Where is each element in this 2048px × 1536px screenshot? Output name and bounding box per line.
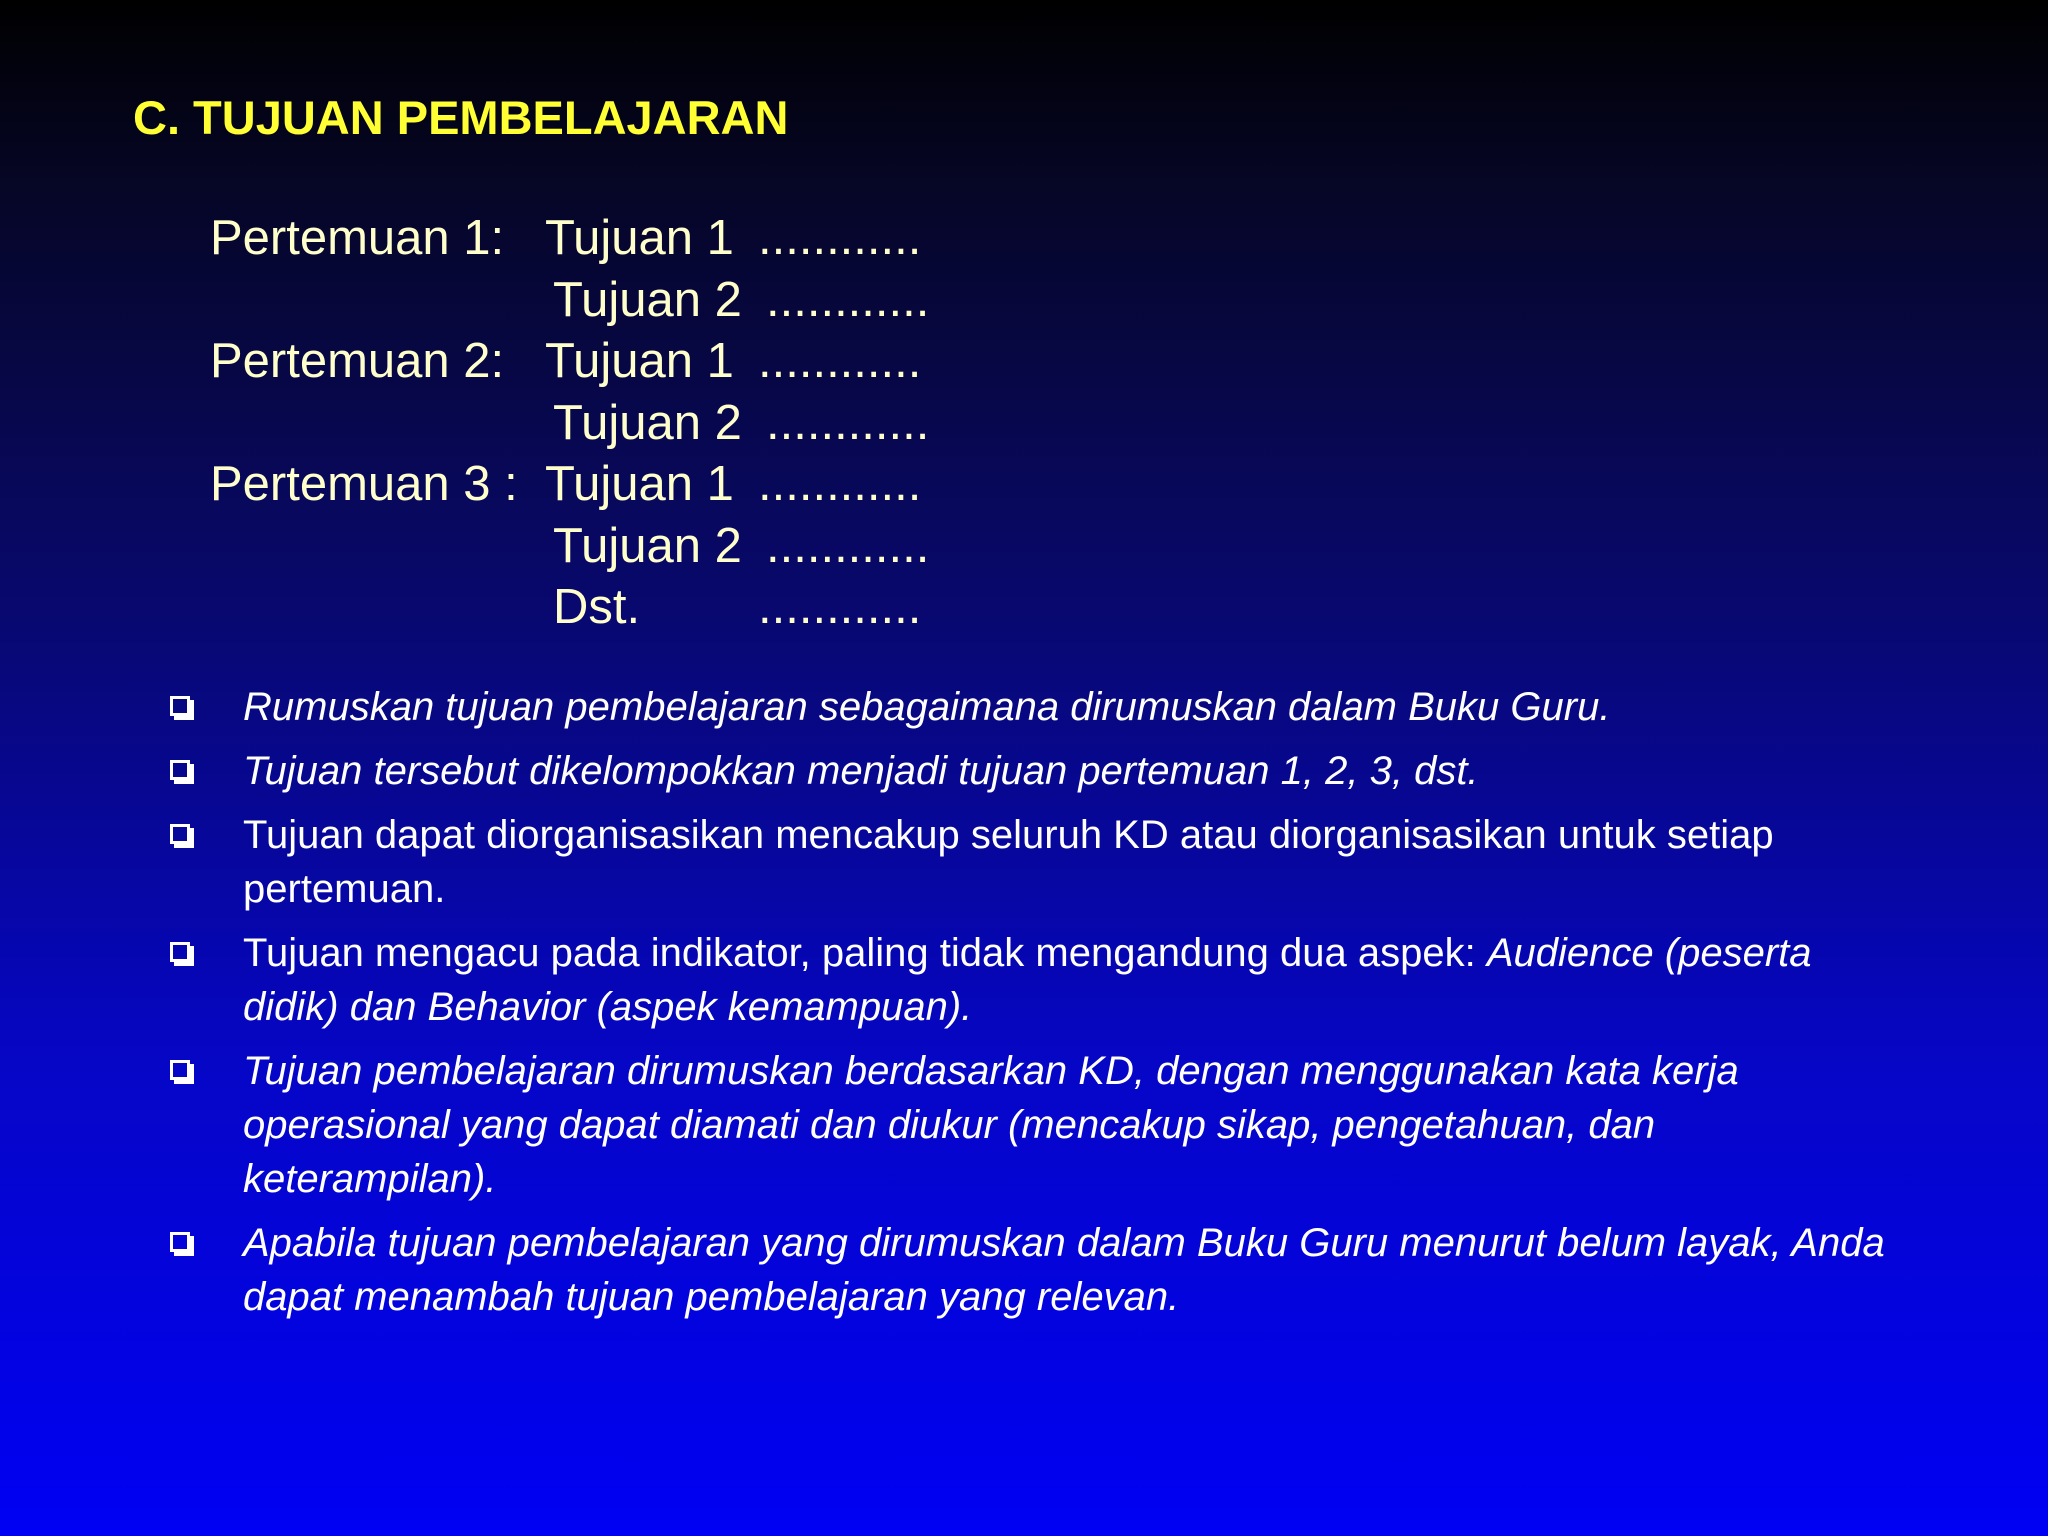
checkbox-outline-icon: [170, 1232, 190, 1252]
meeting-label: Pertemuan 3 :: [210, 457, 518, 511]
goal-label: Tujuan 2: [553, 518, 742, 573]
guideline-bullet: [165, 680, 1885, 734]
bullet-text-italic: Rumuskan tujuan pembelajaran sebagaimana dirumuskan dalam Buku Guru.: [243, 685, 1611, 729]
meeting-row: [210, 518, 1210, 580]
bullet-text-italic: Tujuan pembelajaran dirumuskan berdasarkan KD, dengan menggunakan kata kerja operasional yang dapat diamati dan diukur (mencakup sikap, pengetahuan, dan keterampilan).: [243, 1049, 1739, 1201]
checkbox-outline-icon: [170, 942, 190, 962]
goal-label: Tujuan 1: [545, 457, 734, 511]
goal-label: Dst.: [553, 580, 641, 634]
goal-placeholder-dots: ............: [758, 334, 922, 388]
meeting-row: [210, 210, 1210, 272]
meeting-row: [210, 579, 1210, 641]
checkbox-outline-icon: [170, 824, 190, 844]
goal-label: Tujuan 1: [545, 211, 734, 265]
goal-placeholder-dots: ............: [758, 457, 922, 511]
goal-placeholder-dots: ............: [766, 518, 930, 573]
meeting-label: Pertemuan 2:: [210, 334, 505, 388]
goal-placeholder-dots: ............: [758, 211, 922, 265]
meeting-label: Pertemuan 1:: [210, 211, 505, 265]
goal-placeholder-dots: ............: [758, 580, 922, 634]
bullet-text-italic: Tujuan tersebut dikelompokkan menjadi tujuan pertemuan 1, 2, 3, dst.: [243, 749, 1479, 793]
guideline-bullet: [165, 926, 1885, 1034]
goal-placeholder-dots: ............: [766, 272, 930, 327]
checkbox-outline-icon: [170, 760, 190, 780]
checkbox-outline-icon: [170, 1060, 190, 1080]
slide-title: C. TUJUAN PEMBELAJARAN: [133, 91, 789, 144]
checkbox-outline-icon: [170, 696, 190, 716]
goal-label: Tujuan 2: [553, 272, 742, 327]
bullet-text-italic: Audience (peserta didik) dan Behavior (aspek kemampuan).: [243, 931, 1812, 1029]
bullet-text: Tujuan mengacu pada indikator, paling tidak mengandung dua aspek:: [243, 931, 1487, 975]
guideline-bullet-list: [165, 680, 1885, 1334]
guideline-bullet: [165, 1044, 1885, 1206]
bullet-text: Tujuan dapat diorganisasikan mencakup seluruh KD atau diorganisasikan untuk setiap pertemuan.: [243, 813, 1774, 911]
guideline-bullet: [165, 808, 1885, 916]
meeting-row: [210, 456, 1210, 518]
goal-label: Tujuan 2: [553, 395, 742, 450]
guideline-bullet: [165, 1216, 1885, 1324]
meeting-row: [210, 333, 1210, 395]
guideline-bullet: [165, 744, 1885, 798]
meeting-row: [210, 395, 1210, 457]
goal-placeholder-dots: ............: [766, 395, 930, 450]
goal-label: Tujuan 1: [545, 334, 734, 388]
meeting-row: [210, 272, 1210, 334]
meeting-goals-list: [210, 210, 1210, 641]
bullet-text-italic: Apabila tujuan pembelajaran yang dirumuskan dalam Buku Guru menurut belum layak, Anda dapat menambah tujuan pembelajaran yang relevan.: [243, 1221, 1885, 1319]
